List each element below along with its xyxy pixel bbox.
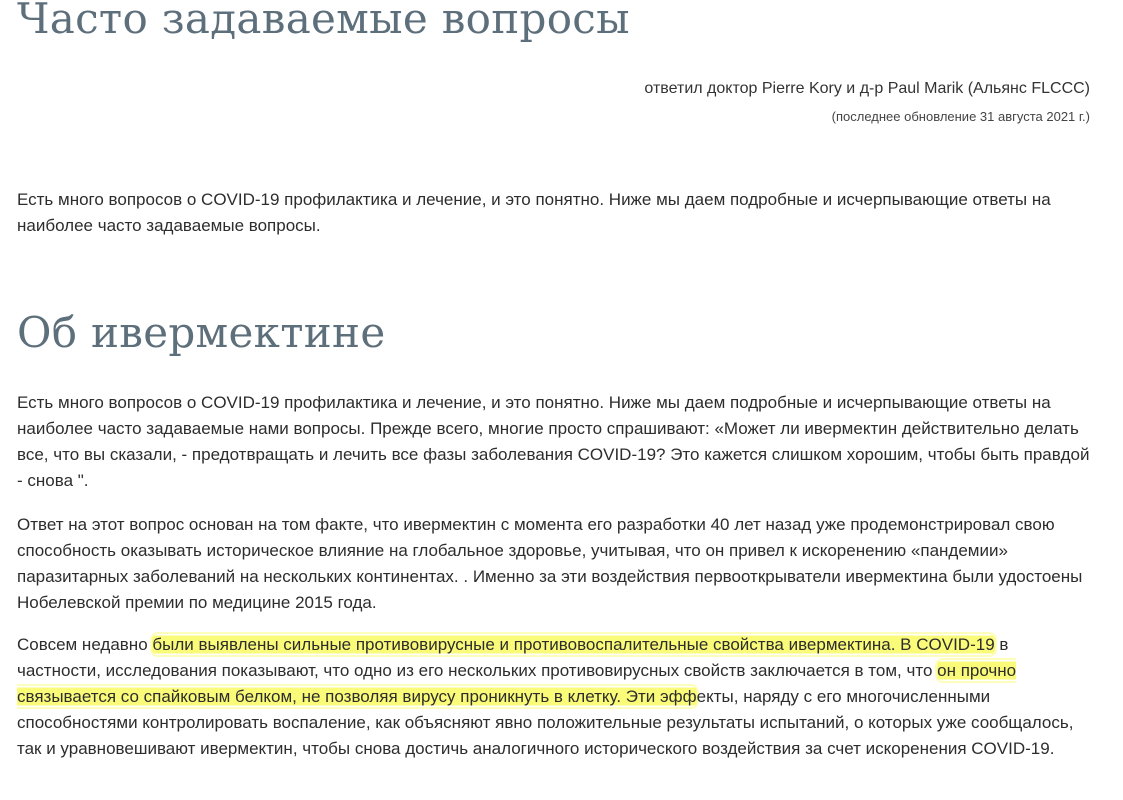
author-line: ответил доктор Pierre Kory и д-р Paul Marik (Альянс FLCCC) [644,80,1090,97]
intro-paragraph: Есть много вопросов о COVID-19 профилактика и лечение, и это понятно. Ниже мы даем подробные и исчерпывающие ответы на наиболее часто задаваемые вопросы. [17,190,1051,235]
section-title: Об ивермектине [17,308,386,357]
paragraph-3-text-b: в частности, исследования показывают, что одно из его нескольких противовирусных свойств заключается в том, что [17,635,1009,680]
paragraph-3 [17,632,1092,762]
highlight-2: он прочно связывается со спайковым белком, не позволяя вирусу проникнуть в клетку. Эти эфф [17,661,1017,706]
highlight-1: были выявлены сильные противовирусные и противовоспалительные свойства ивермектина. В COVID-19 [152,635,995,654]
page-title: Часто задаваемые вопросы [17,0,630,43]
paragraph-2: Ответ на этот вопрос основан на том факте, что ивермектин с момента его разработки 40 лет назад уже продемонстрировал свою способность оказывать историческое влияние на глобальное здоровье, учитывая, что он привел к искоренению «пандемии» паразитарных заболеваний на нескольких континентах. . Именно за эти воздействия первооткрыватели ивермектина были удостоены Нобелевской премии по медицине 2015 года. [17,515,1083,612]
paragraph-1: Есть много вопросов о COVID-19 профилактика и лечение, и это понятно. Ниже мы даем подробные и исчерпывающие ответы на наиболее часто задаваемые нами вопросы. Прежде всего, многие просто спрашивают: «Может ли ивермектин действительно делать все, что вы сказали, - предотвращать и лечить все фазы заболевания COVID-19? Это кажется слишком хорошим, чтобы быть правдой - снова ". [17,393,1090,490]
paragraph-3-text-a: Совсем недавно [17,635,153,654]
last-updated: (последнее обновление 31 августа 2021 г.) [831,109,1090,124]
paragraph-3-text-c: екты, наряду с его многочисленными способностями контролировать воспаление, как объясняют явно положительные результаты испытаний, о которых уже сообщалось, так и уравновешивают ивермектин, чтобы снова достичь аналогичного исторического воздействия за счет искоренения COVID-19. [17,687,1074,758]
